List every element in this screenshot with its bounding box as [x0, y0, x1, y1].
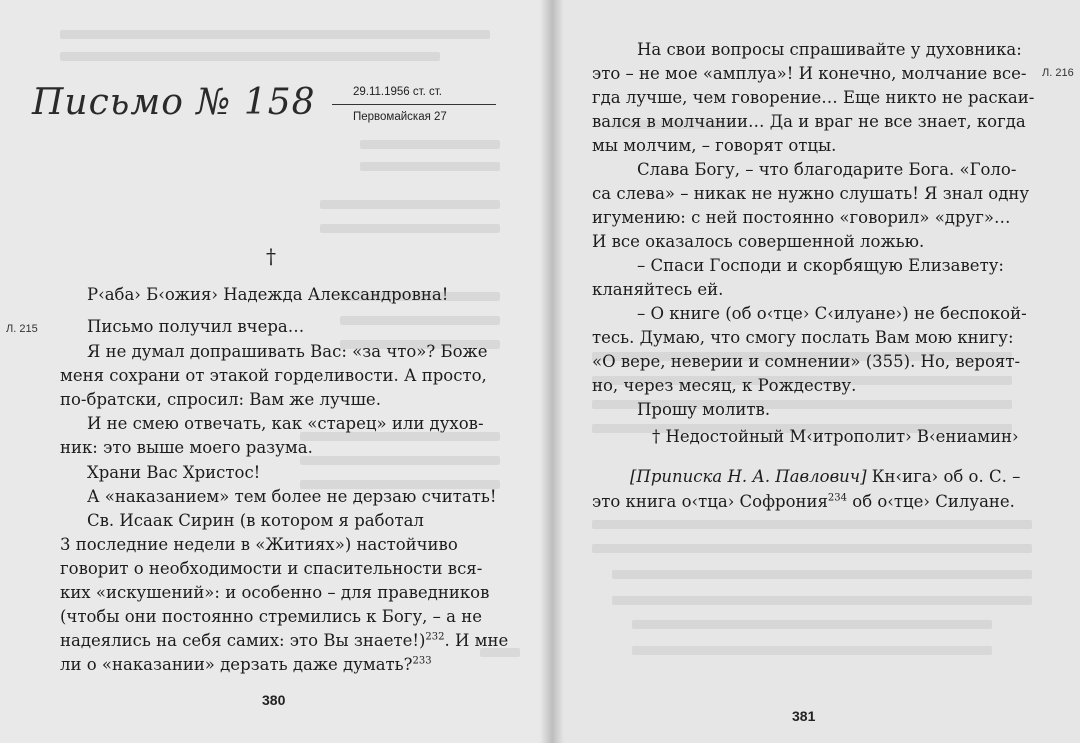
- text-line: мы молчим, – говорят отцы.: [592, 136, 837, 155]
- text-line: – Спаси Господи и скорбящую Елизавету:: [637, 256, 1004, 275]
- page-number: 381: [792, 708, 816, 724]
- signature-line: † Недостойный М‹итрополит› В‹ениамин›: [652, 427, 1019, 446]
- text-line: А «наказанием» тем более не дерзаю считать!: [87, 487, 497, 506]
- text-line: Прошу молитв.: [637, 400, 771, 419]
- text-line: это – не мое «амплуа»! И конечно, молчание все-: [592, 64, 1027, 83]
- text-line: надеялись на себя самих: это Вы знаете!)$^{232}$. И мне: [60, 631, 509, 650]
- text-line: ких «искушений»: и особенно – для праведников: [60, 583, 490, 602]
- text-line: са слева» – никак не нужно слушать! Я знал одну: [592, 184, 1030, 203]
- text-line: (чтобы они постоянно стремились к Богу, – а не: [60, 607, 482, 626]
- text-line: говорит о необходимости и спасительности вся-: [60, 559, 483, 578]
- letter-date: 29.11.1956 ст. ст.: [353, 86, 442, 98]
- text-line: ли о «наказании» дерзать даже думать?$^{233}$: [60, 655, 432, 674]
- text-line: Слава Богу, – что благодарите Бога. «Голо-: [637, 160, 1017, 179]
- letter-heading: Письмо № 158: [32, 82, 316, 123]
- postscript-line: [Приписка Н. А. Павлович] Кн‹ига› об о. С. –: [630, 467, 1021, 486]
- text-line: игумению: с ней постоянно «говорил» «друг»…: [592, 208, 1011, 227]
- text-line: но, через месяц, к Рождеству.: [592, 376, 857, 395]
- text-line: гда лучше, чем говорение… Еще никто не раскаи-: [592, 88, 1035, 107]
- text-line: Я не думал допрашивать Вас: «за что»? Боже: [87, 342, 488, 361]
- text-line: тесь. Думаю, что смогу послать Вам мою книгу:: [592, 328, 1014, 347]
- text-line: – О книге (об о‹тце› С‹илуане›) не беспокой-: [637, 304, 1027, 323]
- salutation: Р‹аба› Б‹ожия› Надежда Александровна!: [87, 285, 449, 304]
- text-line: Храни Вас Христос!: [87, 463, 261, 482]
- text-line: меня сохрани от этакой горделивости. А просто,: [60, 366, 487, 385]
- text-line: кланяйтесь ей.: [592, 280, 724, 299]
- footnote-ref[interactable]: 232: [425, 631, 445, 643]
- right-page: [552, 0, 1080, 743]
- cross-icon: †: [266, 244, 276, 268]
- text-line: «О вере, неверии и сомнении» (355). Но, вероят-: [592, 352, 1021, 371]
- margin-note: Л. 216: [1042, 67, 1074, 79]
- text-line: На свои вопросы спрашивайте у духовника:: [637, 40, 1022, 59]
- text-line: вался в молчании… Да и враг не все знает, когда: [592, 112, 1026, 131]
- text-line: Письмо получил вчера…: [87, 317, 305, 336]
- footnote-ref[interactable]: 233: [412, 655, 432, 667]
- margin-note: Л. 215: [6, 323, 38, 335]
- text-line: И не смею отвечать, как «старец» или духов-: [87, 414, 484, 433]
- footnote-ref[interactable]: 234: [827, 492, 848, 504]
- text-line: по-братски, спросил: Вам же лучше.: [60, 390, 381, 409]
- book-gutter: [540, 0, 564, 743]
- letter-address: Первомайская 27: [353, 111, 447, 123]
- text-line: 3 последние недели в «Житиях») настойчиво: [60, 535, 458, 554]
- text-line: Св. Исаак Сирин (в котором я работал: [87, 511, 424, 530]
- page-number: 380: [262, 692, 286, 708]
- text-line: И все оказалось совершенной ложью.: [592, 232, 925, 251]
- text-line: ник: это выше моего разума.: [60, 438, 313, 457]
- heading-rule: [332, 104, 496, 105]
- postscript-line: это книга о‹тца› Софрония$^{234}$ об о‹тце› Силуане.: [592, 492, 1015, 511]
